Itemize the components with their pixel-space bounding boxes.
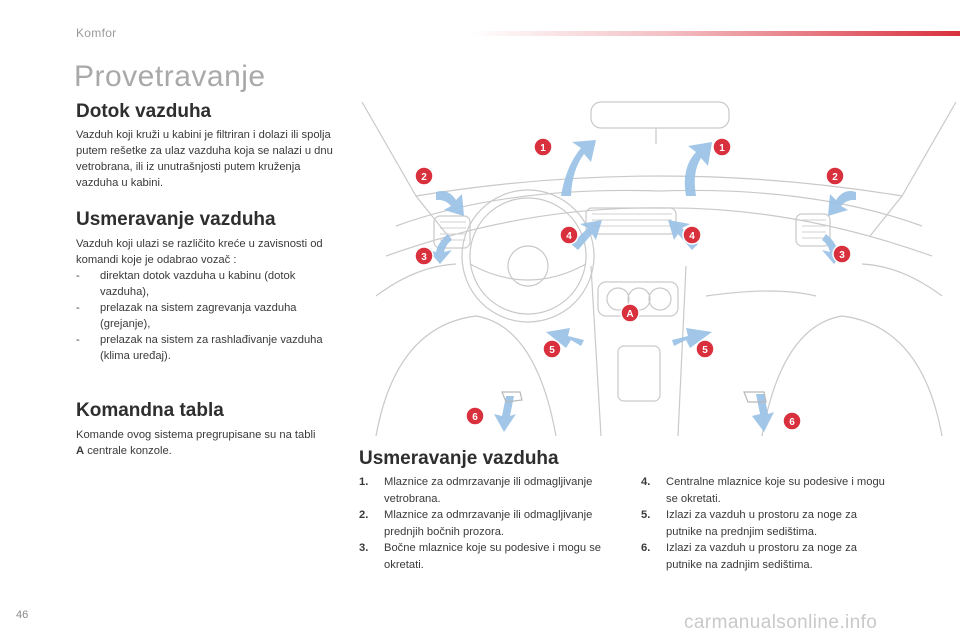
list-item: - direktan dotok vazduha u kabinu (dotok vazduha), [76, 270, 296, 298]
list-item: - prelazak na sistem za rashlađivanje vazduha (klima uređaj). [76, 334, 323, 362]
page-title: Provetravanje [74, 60, 266, 93]
cabin-ventilation-diagram [356, 96, 960, 444]
heading-usmeravanje-left: Usmeravanje vazduha [76, 209, 276, 230]
badge-3-left: 3 [421, 252, 427, 263]
list-item: - prelazak na sistem zagrevanja vazduha (grejanje), [76, 302, 297, 330]
outlet-list-col1 [359, 474, 621, 573]
badge-1-right: 1 [719, 143, 725, 154]
heading-usmeravanje-right: Usmeravanje vazduha [359, 448, 559, 469]
watermark: carmanualsonline.info [684, 612, 878, 633]
usmeravanje-list [76, 268, 326, 364]
list-item: 1. Mlaznice za odmrzavanje ili odmagljivanje vetrobrana. [359, 476, 593, 505]
badge-6-right: 6 [789, 417, 795, 428]
badge-2-right: 2 [832, 172, 838, 183]
badge-2-left: 2 [421, 172, 427, 183]
outlet-list-col2 [641, 474, 891, 573]
badge-1-left: 1 [540, 143, 546, 154]
badge-5-left: 5 [549, 345, 555, 356]
badge-a: A [626, 309, 634, 320]
list-item: 4. Centralne mlaznice koje su podesive i mogu se okretati. [641, 476, 885, 505]
page-number: 46 [16, 609, 29, 621]
section-label: Komfor [76, 26, 117, 40]
paragraph-komandna: Komande ovog sistema pregrupisane su na tabli A centrale konzole. [76, 429, 316, 457]
list-item: 6. Izlazi za vazduh u prostoru za noge za putnike na zadnjim sedištima. [641, 542, 857, 571]
list-item: 3. Bočne mlaznice koje su podesive i mogu se okretati. [359, 542, 602, 571]
header-accent-bar [470, 31, 960, 36]
list-item: 5. Izlazi za vazduh u prostoru za noge za putnike na prednjim sedištima. [641, 509, 857, 538]
heading-dotok-vazduha: Dotok vazduha [76, 101, 212, 122]
heading-komandna-tabla: Komandna tabla [76, 400, 224, 421]
badge-6-left: 6 [472, 412, 478, 423]
list-item: 2. Mlaznice za odmrzavanje ili odmagljivanje prednjih bočnih prozora. [359, 509, 593, 538]
badge-4-right: 4 [689, 231, 695, 242]
paragraph-usmeravanje-intro: Vazduh koji ulazi se različito kreće u zavisnosti od komandi koje je odabrao vozač : [76, 238, 323, 266]
badge-3-right: 3 [839, 250, 845, 261]
paragraph-dotok: Vazduh koji kruži u kabini je filtriran i dolazi ili spolja putem rešetke za ulaz vazduha koja se nalazi u dnu vetrobrana, ili iz unutrašnjosti putem kruženja vazduha u kabini. [76, 129, 333, 189]
badge-5-right: 5 [702, 345, 708, 356]
badge-4-left: 4 [566, 231, 572, 242]
